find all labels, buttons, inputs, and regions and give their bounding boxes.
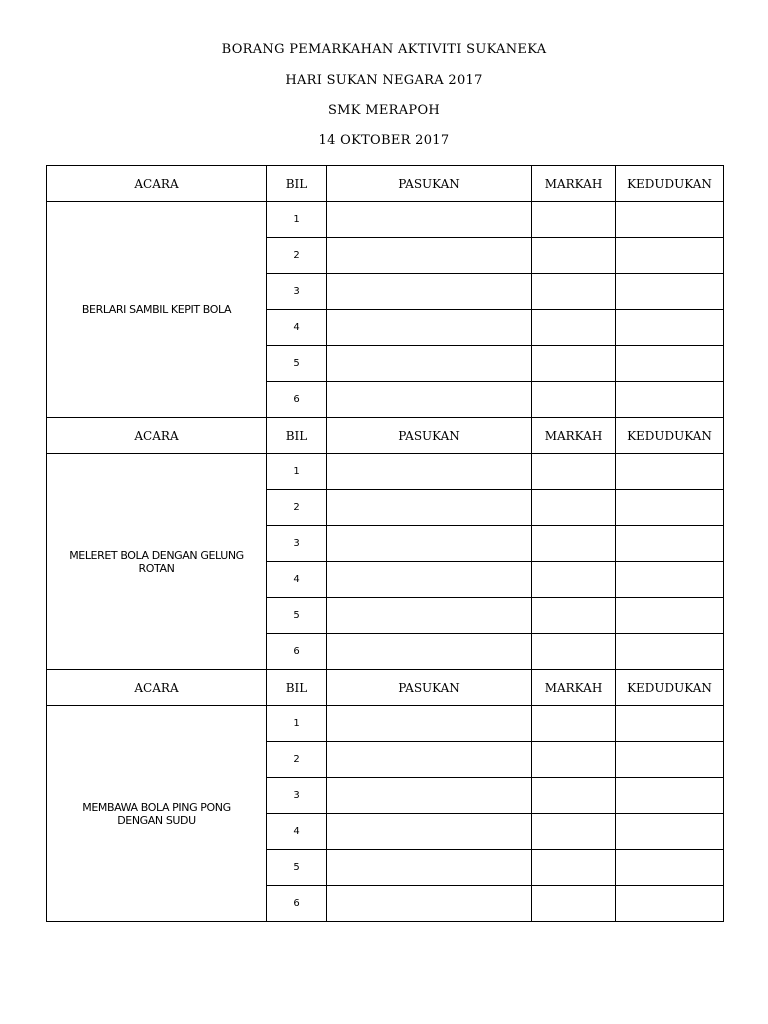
bil-cell: 2: [267, 490, 327, 526]
kedudukan-cell[interactable]: [616, 886, 724, 922]
pasukan-cell[interactable]: [327, 778, 532, 814]
markah-cell[interactable]: [532, 454, 616, 490]
bil-cell: 6: [267, 634, 327, 670]
bil-cell: 3: [267, 274, 327, 310]
kedudukan-cell[interactable]: [616, 346, 724, 382]
markah-cell[interactable]: [532, 202, 616, 238]
pasukan-cell[interactable]: [327, 850, 532, 886]
col-bil-header: BIL: [267, 418, 327, 454]
kedudukan-cell[interactable]: [616, 526, 724, 562]
col-pasukan-header: PASUKAN: [327, 166, 532, 202]
markah-cell[interactable]: [532, 382, 616, 418]
kedudukan-cell[interactable]: [616, 454, 724, 490]
bil-cell: 4: [267, 562, 327, 598]
pasukan-cell[interactable]: [327, 382, 532, 418]
markah-cell[interactable]: [532, 526, 616, 562]
event-name-cell: [47, 454, 267, 670]
markah-cell[interactable]: [532, 886, 616, 922]
kedudukan-cell[interactable]: [616, 238, 724, 274]
pasukan-cell[interactable]: [327, 598, 532, 634]
col-pasukan-header: PASUKAN: [327, 418, 532, 454]
bil-cell: 5: [267, 346, 327, 382]
pasukan-cell[interactable]: [327, 274, 532, 310]
bil-cell: 6: [267, 382, 327, 418]
event-title: HARI SUKAN NEGARA 2017: [285, 73, 483, 88]
pasukan-cell[interactable]: [327, 814, 532, 850]
markah-cell[interactable]: [532, 562, 616, 598]
col-acara-header: ACARA: [47, 670, 267, 706]
event-name: BERLARI SAMBIL KEPIT BOLA: [81, 303, 232, 316]
event-name-cell: [47, 202, 267, 418]
pasukan-cell[interactable]: [327, 346, 532, 382]
markah-cell[interactable]: [532, 742, 616, 778]
markah-cell[interactable]: [532, 274, 616, 310]
kedudukan-cell[interactable]: [616, 742, 724, 778]
score-table: [46, 165, 724, 922]
pasukan-cell[interactable]: [327, 706, 532, 742]
pasukan-cell[interactable]: [327, 886, 532, 922]
kedudukan-cell[interactable]: [616, 814, 724, 850]
bil-cell: 2: [267, 742, 327, 778]
pasukan-cell[interactable]: [327, 202, 532, 238]
form-title: BORANG PEMARKAHAN AKTIVITI SUKANEKA: [221, 42, 547, 57]
kedudukan-cell[interactable]: [616, 778, 724, 814]
pasukan-cell[interactable]: [327, 310, 532, 346]
markah-cell[interactable]: [532, 706, 616, 742]
kedudukan-cell[interactable]: [616, 562, 724, 598]
col-kedudukan-header: KEDUDUKAN: [616, 670, 724, 706]
bil-cell: 1: [267, 202, 327, 238]
school-name: SMK MERAPOH: [327, 103, 441, 118]
table-row: [47, 454, 724, 490]
pasukan-cell[interactable]: [327, 454, 532, 490]
markah-cell[interactable]: [532, 490, 616, 526]
markah-cell[interactable]: [532, 238, 616, 274]
col-pasukan-header: PASUKAN: [327, 670, 532, 706]
table-header-row: [47, 418, 724, 454]
col-acara-header: ACARA: [47, 418, 267, 454]
kedudukan-cell[interactable]: [616, 310, 724, 346]
col-kedudukan-header: KEDUDUKAN: [616, 166, 724, 202]
markah-cell[interactable]: [532, 634, 616, 670]
markah-cell[interactable]: [532, 778, 616, 814]
kedudukan-cell[interactable]: [616, 490, 724, 526]
table-row: [47, 202, 724, 238]
bil-cell: 2: [267, 238, 327, 274]
kedudukan-cell[interactable]: [616, 382, 724, 418]
kedudukan-cell[interactable]: [616, 202, 724, 238]
event-name-cell: [47, 706, 267, 922]
event-name: MELERET BOLA DENGAN GELUNG ROTAN: [69, 548, 244, 575]
event-name: MEMBAWA BOLA PING PONG DENGAN SUDU: [82, 800, 231, 827]
bil-cell: 5: [267, 850, 327, 886]
col-markah-header: MARKAH: [532, 418, 616, 454]
bil-cell: 3: [267, 526, 327, 562]
pasukan-cell[interactable]: [327, 562, 532, 598]
pasukan-cell[interactable]: [327, 742, 532, 778]
pasukan-cell[interactable]: [327, 526, 532, 562]
markah-cell[interactable]: [532, 850, 616, 886]
kedudukan-cell[interactable]: [616, 850, 724, 886]
col-kedudukan-header: KEDUDUKAN: [616, 418, 724, 454]
event-date: 14 OKTOBER 2017: [318, 133, 450, 148]
pasukan-cell[interactable]: [327, 490, 532, 526]
pasukan-cell[interactable]: [327, 238, 532, 274]
col-acara-header: ACARA: [47, 166, 267, 202]
col-markah-header: MARKAH: [532, 166, 616, 202]
markah-cell[interactable]: [532, 346, 616, 382]
kedudukan-cell[interactable]: [616, 274, 724, 310]
table-header-row: [47, 166, 724, 202]
col-bil-header: BIL: [267, 670, 327, 706]
bil-cell: 6: [267, 886, 327, 922]
pasukan-cell[interactable]: [327, 634, 532, 670]
kedudukan-cell[interactable]: [616, 598, 724, 634]
markah-cell[interactable]: [532, 598, 616, 634]
bil-cell: 5: [267, 598, 327, 634]
table-header-row: [47, 670, 724, 706]
markah-cell[interactable]: [532, 310, 616, 346]
col-markah-header: MARKAH: [532, 670, 616, 706]
bil-cell: 4: [267, 310, 327, 346]
col-bil-header: BIL: [267, 166, 327, 202]
bil-cell: 3: [267, 778, 327, 814]
markah-cell[interactable]: [532, 814, 616, 850]
bil-cell: 1: [267, 454, 327, 490]
table-row: [47, 706, 724, 742]
bil-cell: 4: [267, 814, 327, 850]
kedudukan-cell[interactable]: [616, 706, 724, 742]
bil-cell: 1: [267, 706, 327, 742]
kedudukan-cell[interactable]: [616, 634, 724, 670]
